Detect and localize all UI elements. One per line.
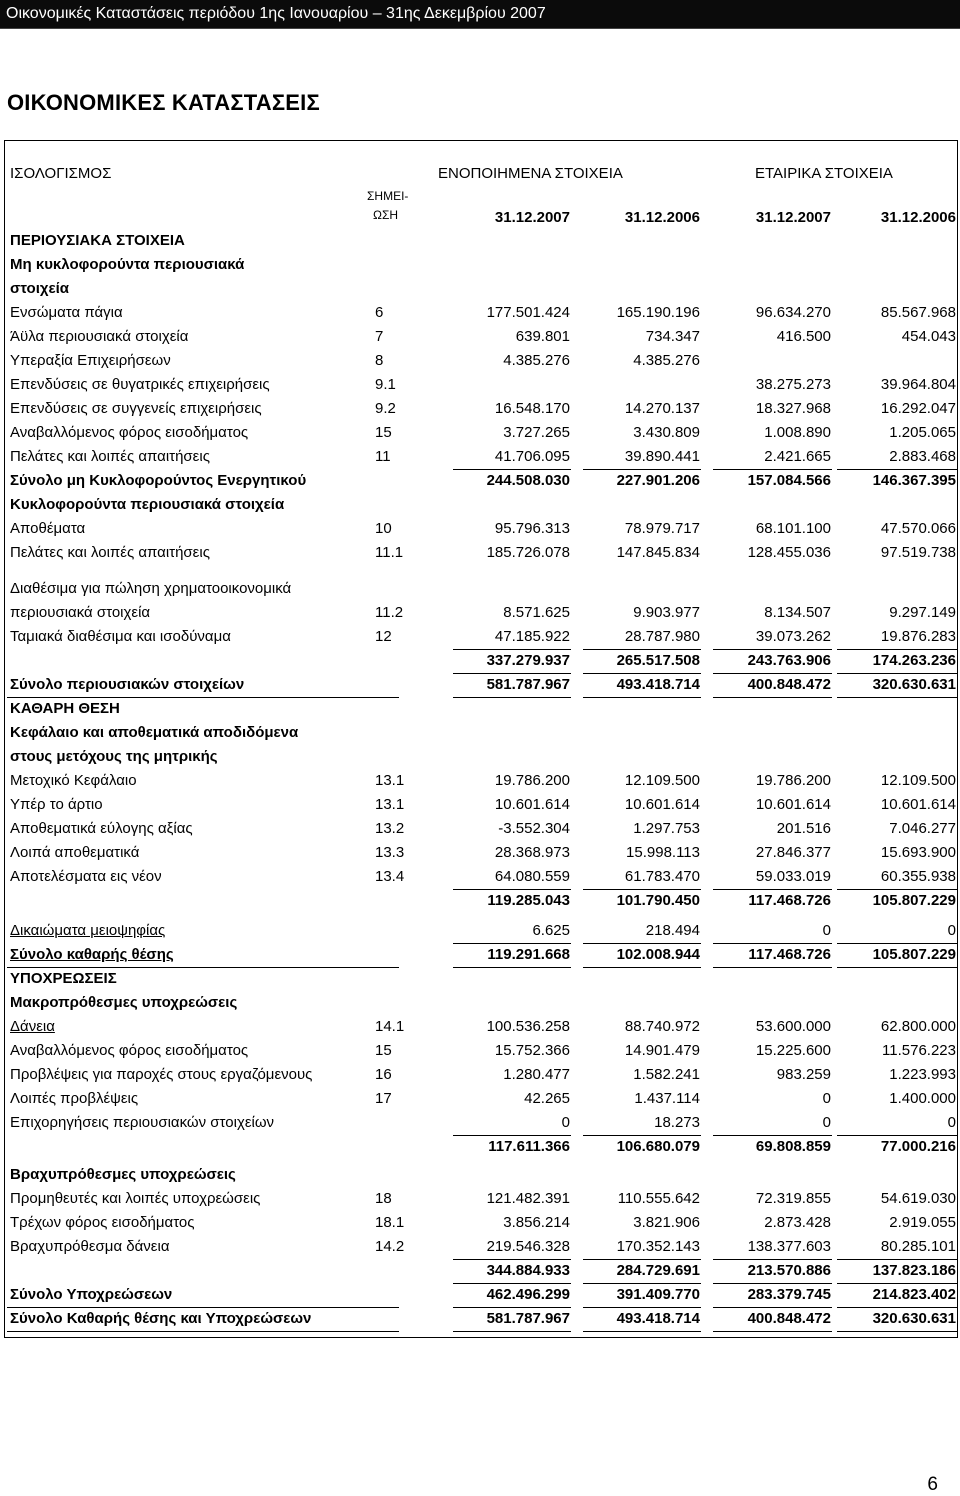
table-row: [5, 1307, 957, 1331]
date-header: 31.12.2006: [880, 209, 956, 226]
row-value: 1.582.241: [633, 1066, 700, 1083]
note-column-header-line1: ΣΗΜΕΙ-: [367, 189, 409, 203]
table-row: [5, 229, 957, 253]
row-value: 320.630.631: [872, 676, 956, 693]
table-row: [5, 577, 957, 601]
row-label: Άϋλα περιουσιακά στοιχεία: [10, 328, 189, 345]
row-label: Κεφάλαιο και αποθεματικά αποδιδόμενα: [10, 724, 299, 741]
row-value: 9.297.149: [889, 604, 956, 621]
row-value: 119.291.668: [487, 946, 570, 963]
row-value: 119.285.043: [487, 892, 570, 909]
row-value: 7.046.277: [889, 820, 956, 837]
row-value: 1.400.000: [889, 1090, 956, 1107]
table-row: [5, 697, 957, 721]
row-label: Βραχυπρόθεσμες υποχρεώσεις: [10, 1166, 236, 1183]
row-value: 4.385.276: [633, 352, 700, 369]
row-value: 337.279.937: [486, 652, 570, 669]
row-label: Αναβαλλόμενος φόρος εισοδήματος: [10, 1042, 249, 1059]
section-title: ΙΣΟΛΟΓΙΣΜΟΣ: [10, 165, 112, 182]
table-row: [5, 649, 957, 673]
row-note: 18: [375, 1190, 392, 1207]
table-row: [5, 277, 957, 301]
row-value: 18.273: [654, 1114, 700, 1131]
table-row: [5, 541, 957, 565]
row-value: 11.576.223: [882, 1042, 956, 1059]
row-value: 10.601.614: [494, 796, 570, 813]
row-note: 13.4: [375, 868, 405, 885]
row-value: 400.848.472: [747, 1310, 831, 1327]
row-note: 13.3: [375, 844, 405, 861]
row-label: Σύνολο καθαρής θέσης: [10, 946, 174, 963]
row-value: 105.807.229: [872, 946, 956, 963]
table-row: [5, 493, 957, 517]
row-label: Κυκλοφορούντα περιουσιακά στοιχεία: [10, 496, 285, 513]
table-row: [5, 1283, 957, 1307]
row-note: 6: [375, 304, 384, 321]
table-row: [5, 1087, 957, 1111]
row-value: 462.496.299: [486, 1286, 570, 1303]
row-value: 100.536.258: [486, 1018, 570, 1035]
table-row: [5, 889, 957, 913]
row-value: 3.821.906: [633, 1214, 700, 1231]
table-row: [5, 919, 957, 943]
table-row: [5, 943, 957, 967]
total-underline: [583, 1331, 701, 1332]
row-value: 0: [561, 1114, 570, 1131]
row-value: 137.823.186: [872, 1262, 956, 1279]
row-value: 1.280.477: [503, 1066, 570, 1083]
row-value: 117.611.366: [488, 1138, 570, 1155]
row-value: 983.259: [776, 1066, 831, 1083]
row-value: 8.571.625: [503, 604, 570, 621]
row-value: 41.706.095: [494, 448, 570, 465]
row-label: Πελάτες και λοιπές απαιτήσεις: [10, 544, 210, 561]
row-label: Μη κυκλοφορούντα περιουσιακά: [10, 256, 245, 273]
row-label: Υπεραξία Επιχειρήσεων: [10, 352, 171, 369]
row-label: Σύνολο περιουσιακών στοιχείων: [10, 676, 245, 693]
row-label: ΠΕΡΙΟΥΣΙΑΚΑ ΣΤΟΙΧΕΙΑ: [10, 232, 185, 249]
row-note: 9.1: [375, 376, 396, 393]
row-value: 581.787.967: [486, 676, 570, 693]
row-value: 214.823.402: [872, 1286, 956, 1303]
row-value: 243.763.906: [747, 652, 831, 669]
row-value: 0: [822, 922, 831, 939]
row-value: 96.634.270: [755, 304, 831, 321]
row-value: 1.008.890: [764, 424, 831, 441]
row-note: 11.2: [375, 604, 404, 621]
row-label: Ενσώματα πάγια: [10, 304, 123, 321]
row-value: 3.430.809: [633, 424, 700, 441]
row-label: Επενδύσεις σε συγγενείς επιχειρήσεις: [10, 400, 262, 417]
row-value: 581.787.967: [486, 1310, 570, 1327]
row-note: 11.1: [375, 544, 404, 561]
row-label: ΚΑΘΑΡΗ ΘΕΣΗ: [10, 700, 120, 717]
row-label: Επενδύσεις σε θυγατρικές επιχειρήσεις: [10, 376, 270, 393]
row-value: 64.080.559: [494, 868, 570, 885]
row-value: 244.508.030: [486, 472, 570, 489]
row-note: 7: [375, 328, 384, 345]
total-underline: [837, 1331, 957, 1332]
row-note: 11: [375, 448, 391, 465]
row-value: 493.418.714: [616, 676, 700, 693]
row-value: 454.043: [901, 328, 956, 345]
row-value: 2.919.055: [889, 1214, 956, 1231]
table-group-header-row: [5, 162, 957, 186]
row-label: Σύνολο μη Κυκλοφορούντος Ενεργητικού: [10, 472, 307, 489]
row-value: 734.347: [645, 328, 700, 345]
row-note: 12: [375, 628, 392, 645]
row-value: 60.355.938: [880, 868, 956, 885]
row-note: 10: [375, 520, 392, 537]
row-label: Λοιπά αποθεματικά: [10, 844, 140, 861]
table-row: [5, 469, 957, 493]
table-row: [5, 769, 957, 793]
table-row: [5, 445, 957, 469]
table-row: [5, 1111, 957, 1135]
row-value: 78.979.717: [624, 520, 700, 537]
row-value: 28.368.973: [494, 844, 570, 861]
row-value: 0: [822, 1090, 831, 1107]
row-value: 227.901.206: [616, 472, 700, 489]
table-row: [5, 991, 957, 1015]
row-value: 1.205.065: [889, 424, 956, 441]
row-value: 54.619.030: [880, 1190, 956, 1207]
row-value: 1.223.993: [889, 1066, 956, 1083]
row-value: 77.000.216: [880, 1138, 956, 1155]
row-value: 88.740.972: [624, 1018, 700, 1035]
row-value: 219.546.328: [486, 1238, 570, 1255]
row-value: 157.084.566: [747, 472, 831, 489]
row-value: 344.884.933: [486, 1262, 570, 1279]
balance-sheet-table: [4, 140, 958, 1338]
row-value: 97.519.738: [880, 544, 956, 561]
note-column-header-line2: ΩΣΗ: [373, 208, 399, 222]
row-value: 174.263.236: [872, 652, 956, 669]
row-label: Προβλέψεις για παροχές στους εργαζόμενους: [10, 1066, 313, 1083]
table-row: [5, 1187, 957, 1211]
row-label: Βραχυπρόθεσμα δάνεια: [10, 1238, 170, 1255]
row-note: 18.1: [375, 1214, 405, 1231]
row-label: ΥΠΟΧΡΕΩΣΕΙΣ: [10, 970, 117, 987]
row-label: Σύνολο Καθαρής θέσης και Υποχρεώσεων: [10, 1310, 312, 1327]
row-value: 95.796.313: [494, 520, 570, 537]
row-value: 391.409.770: [616, 1286, 700, 1303]
row-value: 85.567.968: [880, 304, 956, 321]
row-value: 15.752.366: [494, 1042, 570, 1059]
row-value: 0: [822, 1114, 831, 1131]
row-value: 170.352.143: [616, 1238, 700, 1255]
row-label: Τρέχων φόρος εισοδήματος: [10, 1214, 195, 1231]
table-row: [5, 793, 957, 817]
row-value: 1.297.753: [633, 820, 700, 837]
label-underline: [7, 1331, 399, 1332]
row-label: Προμηθευτές και λοιπές υποχρεώσεις: [10, 1190, 261, 1207]
row-value: 110.555.642: [617, 1190, 700, 1207]
row-value: 147.845.834: [616, 544, 700, 561]
row-value: 19.876.283: [880, 628, 956, 645]
row-value: 47.185.922: [494, 628, 570, 645]
total-underline: [713, 1331, 832, 1332]
table-row: [5, 325, 957, 349]
row-value: 47.570.066: [880, 520, 956, 537]
row-value: 53.600.000: [755, 1018, 831, 1035]
row-value: 320.630.631: [872, 1310, 956, 1327]
row-value: 0: [947, 1114, 956, 1131]
document-header: [0, 0, 960, 28]
table-row: [5, 673, 957, 697]
total-underline: [453, 1331, 571, 1332]
row-value: 15.225.600: [755, 1042, 831, 1059]
row-value: 42.265: [524, 1090, 570, 1107]
row-value: 102.008.944: [616, 946, 700, 963]
table-row: [5, 865, 957, 889]
row-label: Επιχορηγήσεις περιουσιακών στοιχείων: [10, 1114, 275, 1131]
row-value: 39.890.441: [624, 448, 700, 465]
row-value: 4.385.276: [503, 352, 570, 369]
row-value: 121.482.391: [486, 1190, 570, 1207]
row-note: 9.2: [375, 400, 396, 417]
row-value: 201.516: [776, 820, 831, 837]
page-title: ΟΙΚΟΝΟΜΙΚΕΣ ΚΑΤΑΣΤΑΣΕΙΣ: [7, 90, 320, 115]
row-value: 62.800.000: [880, 1018, 956, 1035]
row-value: 9.903.977: [633, 604, 700, 621]
row-value: 3.727.265: [503, 424, 570, 441]
row-label: Σύνολο Υποχρεώσεων: [10, 1286, 173, 1303]
group-header-company: ΕΤΑΙΡΙΚΑ ΣΤΟΙΧΕΙΑ: [755, 165, 893, 182]
table-row: [5, 397, 957, 421]
table-row: [5, 1015, 957, 1039]
row-value: 16.548.170: [494, 400, 570, 417]
table-row: [5, 601, 957, 625]
row-label: Ταμιακά διαθέσιμα και ισοδύναμα: [10, 628, 231, 645]
row-value: 2.873.428: [764, 1214, 831, 1231]
row-value: 12.109.500: [624, 772, 700, 789]
row-value: 28.787.980: [624, 628, 700, 645]
row-value: 12.109.500: [880, 772, 956, 789]
row-note: 13.1: [375, 772, 405, 789]
row-value: 72.319.855: [755, 1190, 831, 1207]
row-value: 101.790.450: [616, 892, 700, 909]
document-header-text: Οικονομικές Καταστάσεις περιόδου 1ης Ιανουαρίου – 31ης Δεκεμβρίου 2007: [6, 5, 546, 22]
row-value: 19.786.200: [755, 772, 831, 789]
row-label: στοιχεία: [10, 280, 70, 297]
row-value: 14.901.479: [624, 1042, 700, 1059]
table-row: [5, 373, 957, 397]
table-row: [5, 1259, 957, 1283]
row-note: 14.2: [375, 1238, 405, 1255]
row-value: 493.418.714: [616, 1310, 700, 1327]
row-value: 283.379.745: [747, 1286, 831, 1303]
row-value: 400.848.472: [747, 676, 831, 693]
row-value: 3.856.214: [503, 1214, 570, 1231]
row-value: 106.680.079: [616, 1138, 700, 1155]
table-row: [5, 721, 957, 745]
row-value: 68.101.100: [755, 520, 831, 537]
row-value: 639.801: [515, 328, 570, 345]
row-label: Αναβαλλόμενος φόρος εισοδήματος: [10, 424, 249, 441]
page-number: 6: [927, 1474, 938, 1495]
date-header: 31.12.2007: [494, 209, 570, 226]
row-label: Υπέρ το άρτιο: [10, 796, 103, 813]
row-note: 13.1: [375, 796, 405, 813]
row-value: -3.552.304: [498, 820, 570, 837]
row-value: 185.726.078: [486, 544, 570, 561]
table-row: [5, 421, 957, 445]
row-value: 177.501.424: [486, 304, 570, 321]
row-value: 416.500: [776, 328, 831, 345]
row-value: 218.494: [645, 922, 700, 939]
row-label: Δικαιώματα μειοψηφίας: [10, 922, 166, 939]
table-row: [5, 1235, 957, 1259]
table-row: [5, 1163, 957, 1187]
row-value: 138.377.603: [747, 1238, 831, 1255]
row-note: 17: [375, 1090, 392, 1107]
row-value: 2.421.665: [764, 448, 831, 465]
row-value: 105.807.229: [872, 892, 956, 909]
row-value: 16.292.047: [880, 400, 956, 417]
row-value: 1.437.114: [634, 1090, 700, 1107]
row-value: 117.468.726: [748, 892, 831, 909]
row-value: 15.693.900: [880, 844, 956, 861]
row-label: περιουσιακά στοιχεία: [10, 604, 151, 621]
row-value: 117.468.726: [748, 946, 831, 963]
row-value: 10.601.614: [624, 796, 700, 813]
row-label: στους μετόχους της μητρικής: [10, 748, 218, 765]
table-row: [5, 1211, 957, 1235]
row-value: 128.455.036: [747, 544, 831, 561]
table-row: [5, 817, 957, 841]
row-value: 14.270.137: [624, 400, 700, 417]
row-value: 146.367.395: [872, 472, 956, 489]
row-value: 8.134.507: [764, 604, 831, 621]
group-header-consolidated: ΕΝΟΠΟΙΗΜΕΝΑ ΣΤΟΙΧΕΙΑ: [438, 165, 623, 182]
table-date-header-row: [5, 188, 957, 230]
row-value: 27.846.377: [755, 844, 831, 861]
table-row: [5, 349, 957, 373]
row-note: 15: [375, 424, 392, 441]
row-value: 38.275.273: [755, 376, 831, 393]
row-value: 165.190.196: [616, 304, 700, 321]
table-row: [5, 745, 957, 769]
row-label: Λοιπές προβλέψεις: [10, 1090, 139, 1107]
row-value: 39.964.804: [880, 376, 956, 393]
date-header: 31.12.2007: [755, 209, 831, 226]
row-value: 265.517.508: [616, 652, 700, 669]
row-value: 18.327.968: [755, 400, 831, 417]
row-value: 213.570.886: [747, 1262, 831, 1279]
row-label: Δάνεια: [10, 1018, 55, 1035]
row-value: 61.783.470: [624, 868, 700, 885]
table-row: [5, 1039, 957, 1063]
table-row: [5, 1135, 957, 1159]
row-note: 15: [375, 1042, 392, 1059]
table-row: [5, 517, 957, 541]
row-value: 80.285.101: [880, 1238, 956, 1255]
row-value: 15.998.113: [626, 844, 700, 861]
row-value: 10.601.614: [755, 796, 831, 813]
table-row: [5, 301, 957, 325]
table-row: [5, 253, 957, 277]
row-label: Αποτελέσματα εις νέον: [10, 868, 162, 885]
row-label: Μακροπρόθεσμες υποχρεώσεις: [10, 994, 238, 1011]
row-value: 69.808.859: [755, 1138, 831, 1155]
row-value: 2.883.468: [889, 448, 956, 465]
row-label: Πελάτες και λοιπές απαιτήσεις: [10, 448, 210, 465]
table-row: [5, 841, 957, 865]
row-note: 14.1: [375, 1018, 405, 1035]
row-note: 16: [375, 1066, 392, 1083]
row-label: Αποθεματικά εύλογης αξίας: [10, 820, 193, 837]
table-row: [5, 625, 957, 649]
row-value: 59.033.019: [755, 868, 831, 885]
row-label: Διαθέσιμα για πώληση χρηματοοικονομικά: [10, 580, 292, 597]
row-label: Μετοχικό Κεφάλαιο: [10, 772, 137, 789]
table-row: [5, 967, 957, 991]
date-header: 31.12.2006: [624, 209, 700, 226]
header-divider: [0, 28, 960, 29]
row-note: 13.2: [375, 820, 405, 837]
row-value: 284.729.691: [616, 1262, 700, 1279]
row-value: 0: [947, 922, 956, 939]
row-label: Αποθέματα: [10, 520, 86, 537]
row-value: 39.073.262: [755, 628, 831, 645]
row-note: 8: [375, 352, 384, 369]
row-value: 19.786.200: [494, 772, 570, 789]
table-row: [5, 1063, 957, 1087]
row-value: 6.625: [532, 922, 570, 939]
row-value: 10.601.614: [880, 796, 956, 813]
